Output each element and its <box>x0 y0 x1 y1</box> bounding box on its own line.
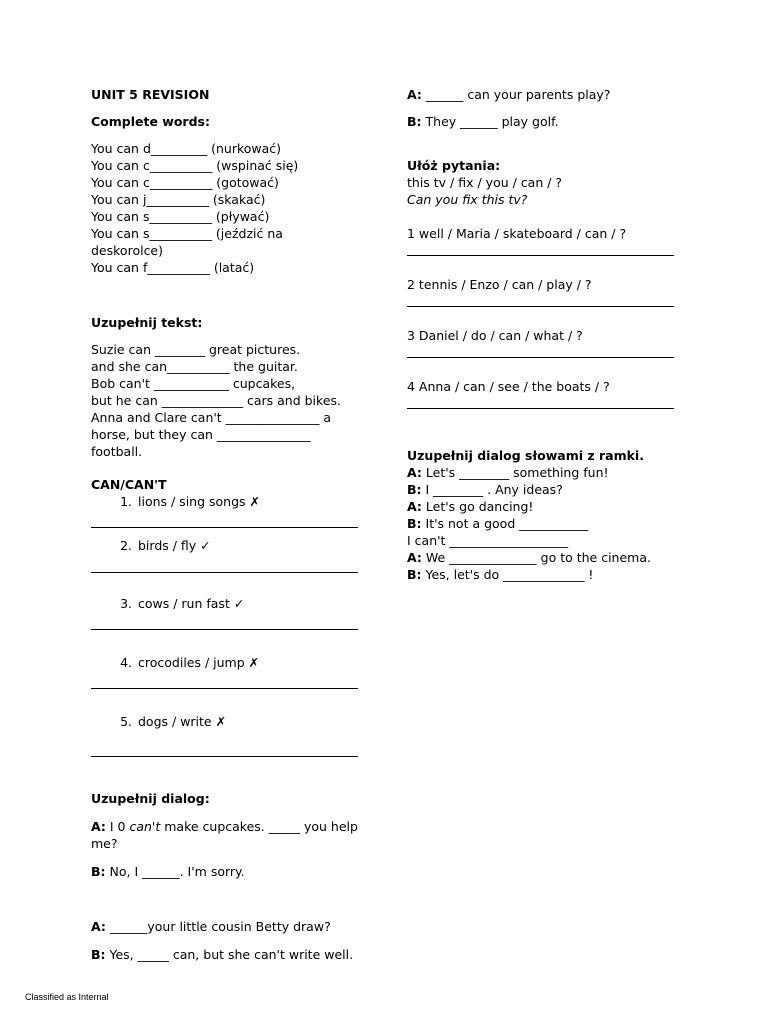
list-item: and she can__________ the guitar. <box>91 359 298 374</box>
dialog-text: Let's go dancing! <box>421 499 534 514</box>
item-text: crocodiles / jump ✗ <box>138 655 260 670</box>
can-item <box>91 595 361 612</box>
example-prompt: this tv / fix / you / can / ? <box>407 175 563 190</box>
speaker-label: B: <box>407 516 422 531</box>
question-item: 2 tennis / Enzo / can / play / ? <box>407 277 592 292</box>
speaker-label: A: <box>91 919 106 934</box>
list-item: football. <box>91 444 143 459</box>
dialog-heading: Uzupełnij dialog: <box>91 791 210 806</box>
right-column <box>407 86 677 583</box>
item-text: lions / sing songs ✗ <box>138 494 260 509</box>
dialog-text: Yes, let's do _____________ ! <box>421 567 594 582</box>
speaker-label: A: <box>407 499 422 514</box>
list-item: but he can _____________ cars and bikes. <box>91 393 341 408</box>
dialog-line <box>407 113 677 130</box>
item-number: 5. <box>120 714 132 729</box>
complete-words-heading: Complete words: <box>91 114 210 129</box>
speaker-label: B: <box>407 567 422 582</box>
list-item: You can j__________ (skakać) <box>91 192 266 207</box>
dialog-italic: can't <box>129 819 161 834</box>
list-item: You can f__________ (latać) <box>91 260 255 275</box>
dialog-line <box>407 498 677 515</box>
dialog-line: me? <box>91 836 118 851</box>
can-item <box>91 493 361 510</box>
dialog-text: Let's ________ something fun! <box>421 465 609 480</box>
item-number: 3. <box>120 596 132 611</box>
dialog-line <box>407 86 677 103</box>
speaker-label: B: <box>407 114 422 129</box>
dialog-text: We ______________ go to the cinema. <box>421 550 651 565</box>
speaker-label: B: <box>407 482 422 497</box>
dialog-text: I can't ___________________ <box>407 533 569 548</box>
question-item: 1 well / Maria / skateboard / can / ? <box>407 226 627 241</box>
dialog-text: ______your little cousin Betty draw? <box>105 919 331 934</box>
text-heading: Uzupełnij tekst: <box>91 315 203 330</box>
dialog-text: ______ can your parents play? <box>421 87 611 102</box>
list-item: horse, but they can _______________ <box>91 427 311 442</box>
dialog-text: I 0 <box>105 819 130 834</box>
dialog-text: They ______ play golf. <box>421 114 559 129</box>
list-item: Anna and Clare can't _______________ a <box>91 410 332 425</box>
box-dialog-heading: Uzupełnij dialog słowami z ramki. <box>407 448 644 463</box>
can-item <box>91 713 361 730</box>
item-text: dogs / write ✗ <box>138 714 227 729</box>
dialog-line <box>91 918 361 935</box>
left-column <box>91 86 361 963</box>
item-number: 2. <box>120 538 132 553</box>
list-item: You can c__________ (gotować) <box>91 175 279 190</box>
dialog-line <box>407 549 677 566</box>
worksheet-title: UNIT 5 REVISION <box>91 87 210 102</box>
question-item: 3 Daniel / do / can / what / ? <box>407 328 583 343</box>
item-text: birds / fly ✓ <box>138 538 211 553</box>
dialog-line <box>407 532 677 549</box>
list-item: You can c__________ (wspinać się) <box>91 158 299 173</box>
question-item: 4 Anna / can / see / the boats / ? <box>407 379 610 394</box>
dialog-text: No, I ______. I'm sorry. <box>105 864 245 879</box>
dialog-text: Yes, _____ can, but she can't write well. <box>105 947 354 962</box>
dialog-line <box>407 481 677 498</box>
dialog-text: I ________ . Any ideas? <box>421 482 563 497</box>
speaker-label: B: <box>91 947 106 962</box>
list-item: Suzie can ________ great pictures. <box>91 342 301 357</box>
dialog-line <box>407 464 677 481</box>
text-exercise <box>91 341 361 460</box>
item-number: 1. <box>120 494 132 509</box>
dialog-line <box>407 515 677 532</box>
speaker-label: A: <box>407 550 422 565</box>
example-answer: Can you fix this tv? <box>407 192 528 207</box>
list-item: You can d_________ (nurkować) <box>91 141 282 156</box>
dialog-line <box>91 818 361 835</box>
dialog-text: make cupcakes. _____ you help <box>160 819 358 834</box>
dialog-line <box>91 863 361 880</box>
item-number: 4. <box>120 655 132 670</box>
speaker-label: A: <box>407 87 422 102</box>
speaker-label: B: <box>91 864 106 879</box>
classification-footer: Classified as Internal <box>25 992 109 1002</box>
speaker-label: A: <box>407 465 422 480</box>
list-item: You can s__________ (pływać) <box>91 209 270 224</box>
dialog-line <box>91 946 361 963</box>
can-item <box>91 537 361 554</box>
list-item: Bob can't ____________ cupcakes, <box>91 376 296 391</box>
box-dialog <box>407 464 677 583</box>
dialog-line <box>407 566 677 583</box>
speaker-label: A: <box>91 819 106 834</box>
questions-heading: Ułóż pytania: <box>407 158 501 173</box>
list-item: deskorolce) <box>91 243 164 258</box>
can-cant-heading: CAN/CAN'T <box>91 477 167 492</box>
list-item: You can s__________ (jeździć na <box>91 226 283 241</box>
can-item <box>91 654 361 671</box>
complete-words-list <box>91 140 361 276</box>
dialog-text: It's not a good ___________ <box>421 516 588 531</box>
item-text: cows / run fast ✓ <box>138 596 245 611</box>
